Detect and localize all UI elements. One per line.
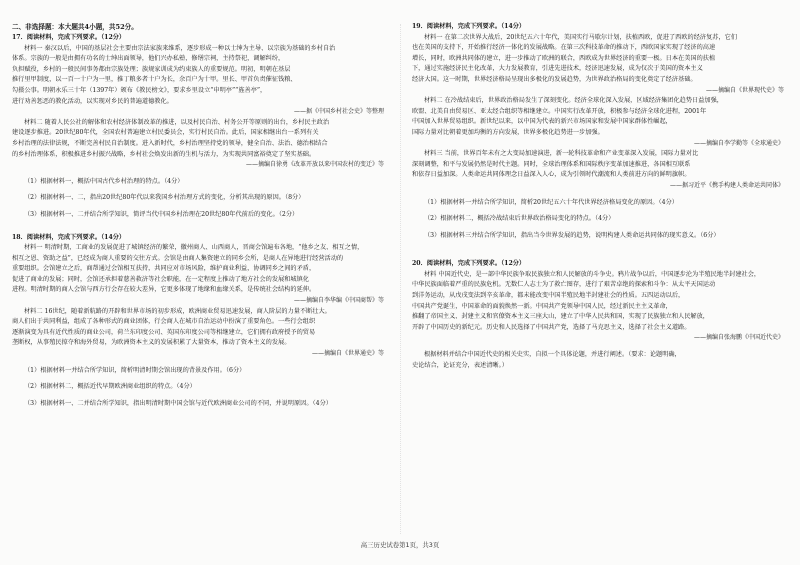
q20-source: ——摘编自张海鹏《中国近代史》 xyxy=(693,334,784,342)
q18-task-3: （3）根据材料一、二并结合所学知识，指出明清时期中国会馆与近代欧洲商业公司的不同，并说明原因。（4分） xyxy=(24,399,332,407)
text-line: 国际力量对比朝着更加均衡的方向发展，世界多极化趋势进一步加强。 xyxy=(412,128,604,136)
text-line: 商人们出于共同利益，组成了各种形式的商业团体，行会商人在城市自治运动中扮演了重要角色。一些行会组织 xyxy=(12,318,316,326)
q18-source-2: ——摘编自《世界通史》等 xyxy=(311,350,384,358)
q17-material-2 xyxy=(12,118,384,160)
text-line: 中国加入世界贸易组织。新世纪以来，以中国为代表的新兴市场国家和发展中国家群体性崛起， xyxy=(412,118,672,126)
text-line: 中国共产党诞生，中国革命的面貌焕然一新。中国共产党领导中国人民，经过新民主主义革命， xyxy=(412,302,672,310)
text-line: 和依存日益加深。人类命运共同体理念日益深入人心，成为引领时代潮流和人类前进方向的鲜明旗帜。 xyxy=(412,171,691,179)
q17-source-1: ——据《中国乡村社会史》等整理 xyxy=(293,108,384,116)
q18-source-1: ——摘编自李华编《中国商帮》等 xyxy=(293,297,384,305)
text-line: 材料一 明清时期，工商业的发展促进了城镇经济的繁荣，徽州商人、山西商人，晋商会馆遍布各地，“他乡之友、相互之情， xyxy=(24,244,364,252)
q17-task-2: （2）根据材料一、二，指出20世纪80年代以来我国乡村治理方式的变化，分析其出现的原因。（8分） xyxy=(24,194,305,202)
text-line: 欧盟、北美自由贸易区、亚太经合组织等相继建立。中国实行改革开放，积极参与经济全球化进程，2001年 xyxy=(412,107,707,115)
text-line: 材料二 随着人民公社的解体和农村经济体制改革的推进，以及村民自治、村务公开等原则的出台，乡村民主政治 xyxy=(24,118,330,126)
text-line: 材料 中国近代史，是一部中华民族争取民族独立和人民解放的斗争史。鸦片战争以后，中国逐步沦为半殖民地半封建社会， xyxy=(424,270,761,278)
q19-task-3: （3）根据材料三并结合所学知识，指出当今世界发展的趋势，说明构建人类命运共同体的现实意义。（6分） xyxy=(424,231,720,239)
q18-material-2 xyxy=(12,307,384,349)
text-line: 进程。明清时期的商人会馆与西方行会存在较大差异，它更多体现了地缘和血缘关系，是传统社会结构的延伸。 xyxy=(12,286,316,294)
text-line: 进行劝善惩恶的教化活动，以实现对乡民的普遍道德教化。 xyxy=(12,97,173,105)
text-line: 材料一 秦汉以后，中国的基层社会主要由宗法家族来维系，逐步形成一种以士绅为主导、以宗族为基础的乡村自治 xyxy=(24,44,336,52)
text-line: 材料二 在冷战结束后，世界政治格局发生了深刻变化。经济全球化深入发展，区域经济集团化趋势日益加强， xyxy=(424,97,723,105)
q19-source-1: ——摘编自《世界现代史》等 xyxy=(705,86,784,94)
text-line: 开辟了中国历史的新纪元。历史和人民选择了中国共产党，选择了马克思主义，选择了社会主义道路。 xyxy=(412,323,691,331)
text-line: 到洋务运动，从戊戌变法到辛亥革命，都未能改变中国半殖民地半封建社会的性质。五四运动以后， xyxy=(412,292,685,300)
text-line: 促进了商业的发展；同时，会馆还承担着慈善救济等社会职能，在一定程度上推动了地方社会的发展和城镇化 xyxy=(12,275,309,283)
text-line: 乡村治理的法律法规，不断完善村民自治制度。进入新时代，乡村治理坚持党的领导，健全自治、法治、德治相结合 xyxy=(12,139,328,147)
text-line: 的乡村治理体系，积极推进乡村振兴战略，乡村社会焕发出新的生机与活力，为实现共同富裕奠定了坚实基础。 xyxy=(12,150,316,158)
q20-heading: 20．阅读材料，完成下列要求。（12分） xyxy=(412,260,526,268)
q19-task-1: （1）根据材料一并结合所学知识，简析20世纪五六十年代世界经济格局变化的原因。（4分） xyxy=(424,198,678,206)
q17-material-1 xyxy=(12,44,384,108)
text-line: 材料三 当前，世界百年未有之大变局加速演进，新一轮科技革命和产业变革深入发展，国际力量对比 xyxy=(424,150,699,158)
q18-task-1: （1）根据材料一并结合所学知识，简析明清时期会馆出现的背景及作用。（6分） xyxy=(24,366,246,374)
text-line: 逐渐演变为具有近代性质的商业公司，荷兰东印度公司、英国东印度公司等相继建立，它们拥有政府授予的贸易 xyxy=(12,328,316,336)
q17-source-2: ——摘编自徐勇《改革开放以来中国农村的变迁》等 xyxy=(245,161,384,169)
text-line: 建设逐步推进。20世纪80年代，全国农村普遍建立村民委员会，实行村民自治。此后，国家相继出台一系列有关 xyxy=(12,129,319,137)
left-column xyxy=(12,22,384,409)
q20-material xyxy=(412,270,784,334)
text-line: 材料一 在第二次世界大战后，20世纪五六十年代，美国实行马歇尔计划，扶植西欧，促进了西欧的经济复苏，它们 xyxy=(424,33,738,41)
q20-task: 根据材料并结合中国近代史的相关史实，自拟一个具体论题，并进行阐述。（要求：论题明确， xyxy=(424,351,681,359)
text-line: 中华民族面临着严重的民族危机。无数仁人志士为了救亡图存，进行了艰苦卓绝的探索和斗争：从太平天国运动 xyxy=(412,281,716,289)
q19-source-2: ——摘编自李学勤等《全球通史》 xyxy=(693,139,784,147)
text-line: 增长，同时，欧洲共同体的建立，进一步推动了欧洲的联合，西欧成为世界经济的重要一极。日本在美国的扶植 xyxy=(412,54,716,62)
section-heading: 二、非选择题：本大题共4小题，共52分。 xyxy=(12,23,138,31)
text-line: 垄断权，从事殖民掠夺和海外贸易，为欧洲资本主义的发展积累了大量资本，推动了资本主义的发展。 xyxy=(12,339,291,347)
text-line: 负担赋役，乡村的一般民间事务都由宗族处理；族规家训成为约束族人的重要规范。明初，明朝在基层 xyxy=(12,65,291,73)
text-line: 勾摄公事。明朝永乐三十年（1397年）颁布《教民榜文》，要求乡里设立“申明亭”“旌善亭”， xyxy=(12,86,267,94)
text-line: 推行里甲制度，以一百一十户为一里，推丁粮多者十户为长，余百户为十甲。里长、甲首负责催征钱粮、 xyxy=(12,76,297,84)
page-footer: 高三历史试卷第1页，共3页 xyxy=(360,541,440,549)
text-line: 经济大国。这一时期，世界经济格局呈现出多极化的发展趋势，为世界政治格局的变化奠定了经济基础。 xyxy=(412,75,697,83)
text-line: 也在美国的支持下，开始推行经济一体化的发展战略。在第三次科技革命的推动下，西欧国家实现了经济的高速 xyxy=(412,44,716,52)
q19-material-3 xyxy=(412,149,784,181)
text-line: 重要组织。会馆建立之后，商帮通过会馆相互扶持，共同应对市场风险，维护商业利益，协调同乡之间的矛盾， xyxy=(12,265,316,273)
q18-heading: 18．阅读材料，完成下列要求。（14分） xyxy=(12,233,126,241)
text-line: 推翻了帝国主义、封建主义和官僚资本主义三座大山，建立了中华人民共和国，实现了民族独立和人民解放， xyxy=(412,313,709,321)
q19-heading: 19．阅读材料，完成下列要求。（14分） xyxy=(412,23,526,30)
text-line: 深刻调整，和平与发展仍然是时代主题。同时，全球治理体系和国际秩序变革加速推进，各国相互联系 xyxy=(412,160,691,168)
text-line: 体系。宗族的一般是由拥有功名的士绅出面领导，他们兴办私塾，修缮宗祠，主持祭祀，调解纠纷， xyxy=(12,55,285,63)
q17-heading: 17．阅读材料，完成下列要求。（12分） xyxy=(12,34,126,41)
text-line: 相互之恩、资助之益”，已经成为商人重要的交往方式。会馆是由商人集资建立的同乡会所，是商人在异地进行经营活动的 xyxy=(12,254,344,262)
q18-task-2: （2）根据材料二，概括近代早期欧洲商业组织的特点。（4分） xyxy=(24,383,196,391)
right-column xyxy=(412,22,784,371)
q17-task-1: （1）根据材料一，概括中国古代乡村治理的特点。（4分） xyxy=(24,177,184,185)
q19-material-1 xyxy=(412,33,784,86)
q19-material-2 xyxy=(412,96,784,138)
q17-task-3: （3）根据材料一、二并结合所学知识，简评当代中国乡村治理在20世纪80年代前后的变化。（2分） xyxy=(24,210,299,218)
column-divider xyxy=(400,24,401,534)
text-line: 下，通过实施经济民主化改革，大力发展教育，引进先进技术，经济迅速发展，成为仅次于美国的资本主义 xyxy=(412,65,703,73)
q20-task-cont: 史论结合，论证充分，表述清晰。） xyxy=(412,361,508,369)
q19-task-2: （2）根据材料二，概括冷战结束后世界政治格局变化的特点。（4分） xyxy=(424,215,615,223)
q18-material-1 xyxy=(12,243,384,296)
q19-source-3: ——据习近平《携手构建人类命运共同体》 xyxy=(669,181,784,189)
text-line: 材料二 16世纪，随着新航路的开辟和世界市场的初步形成，欧洲商业贸易迅速发展，商人阶层的力量不断壮大。 xyxy=(24,307,331,315)
